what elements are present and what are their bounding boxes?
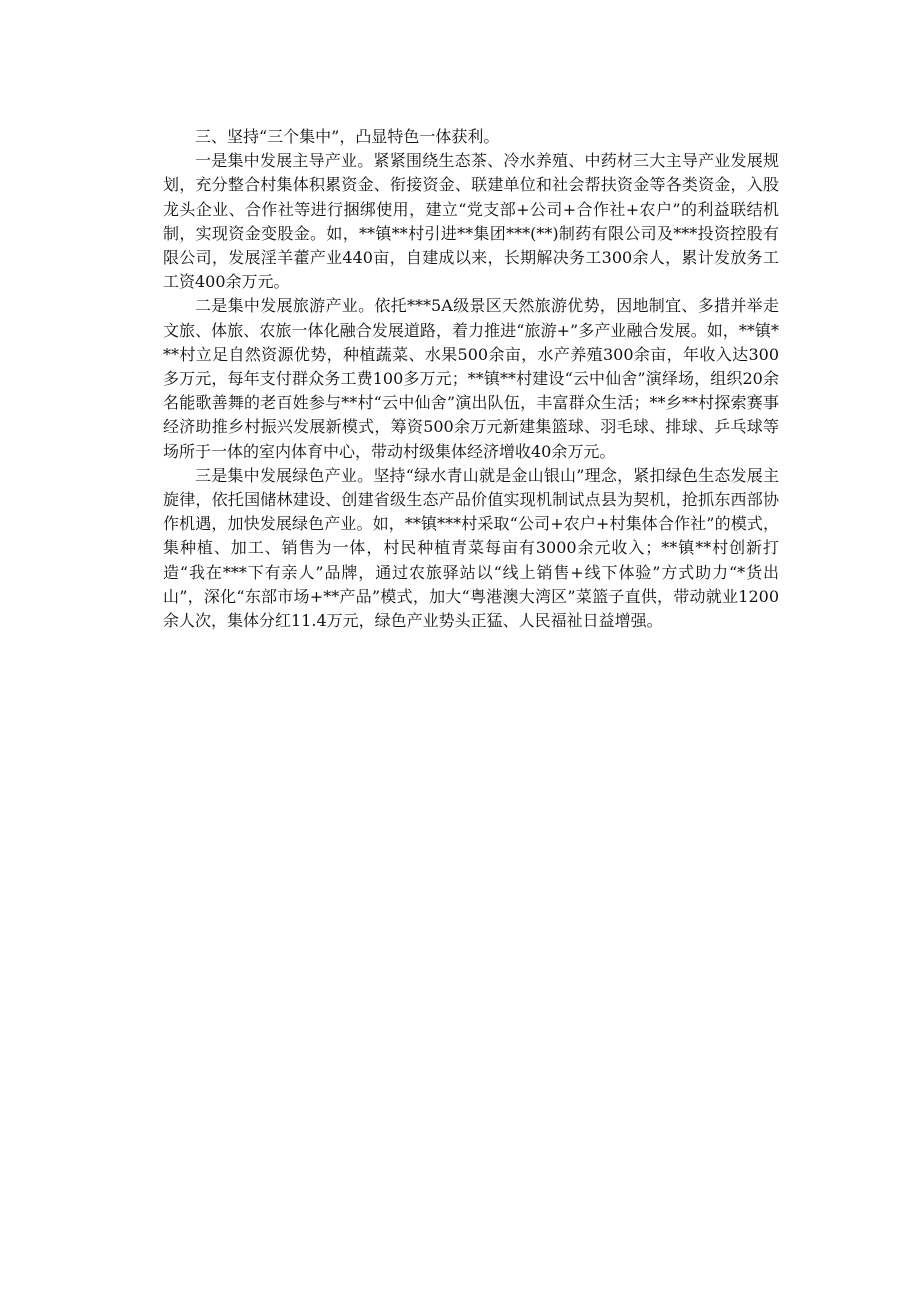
paragraph-green-industry: 三是集中发展绿色产业。坚持“绿水青山就是金山银山”理念，紧扣绿色生态发展主旋律，依托国储林建设、创建省级生态产品价值实现机制试点县为契机，抢抓东西部协作机遇，加快发展绿色产业。如，**镇***村采取“公司+农户+村集体合作社”的模式，集种植、加工、销售为一体，村民种植青菜每亩有3000余元收入；**镇**村创新打造“我在***下有亲人”品牌，通过农旅驿站以“线上销售+线下体验”方式助力“*货出山”，深化“东部市场+**产品”模式，加大“粤港澳大湾区”菜篮子直供，带动就业1200余人次，集体分红11.4万元，绿色产业势头正猛、人民福祉日益增强。	[163, 465, 779, 631]
paragraph-tourism-industry: 二是集中发展旅游产业。依托***5A级景区天然旅游优势，因地制宜、多措并举走文旅、体旅、农旅一体化融合发展道路，着力推进“旅游+”多产业融合发展。如，**镇***村立足自然资源优势，种植蔬菜、水果500余亩，水产养殖300余亩，年收入达300多万元，每年支付群众务工费100多万元；**镇**村建设“云中仙舍”演绎场，组织20余名能歌善舞的老百姓参与**村“云中仙舍”演出队伍，丰富群众生活；**乡**村探索赛事经济助推乡村振兴发展新模式，筹资500余万元新建集篮球、羽毛球、排球、乒乓球等场所于一体的室内体育中心，带动村级集体经济增收40余万元。	[163, 296, 779, 461]
section-heading: 三、坚持“三个集中”，凸显特色一体获利。	[195, 127, 500, 146]
document-body	[163, 125, 779, 633]
paragraph-main-industry: 一是集中发展主导产业。紧紧围绕生态茶、冷水养殖、中药材三大主导产业发展规划，充分整合村集体积累资金、衔接资金、联建单位和社会帮扶资金等各类资金，入股龙头企业、合作社等进行捆绑使用，建立“党支部+公司+合作社+农户”的利益联结机制，实现资金变股金。如，**镇**村引进**集团***(**)制药有限公司及***投资控股有限公司，发展淫羊藿产业440亩，自建成以来，长期解决务工300余人，累计发放务工工资400余万元。	[163, 151, 779, 292]
